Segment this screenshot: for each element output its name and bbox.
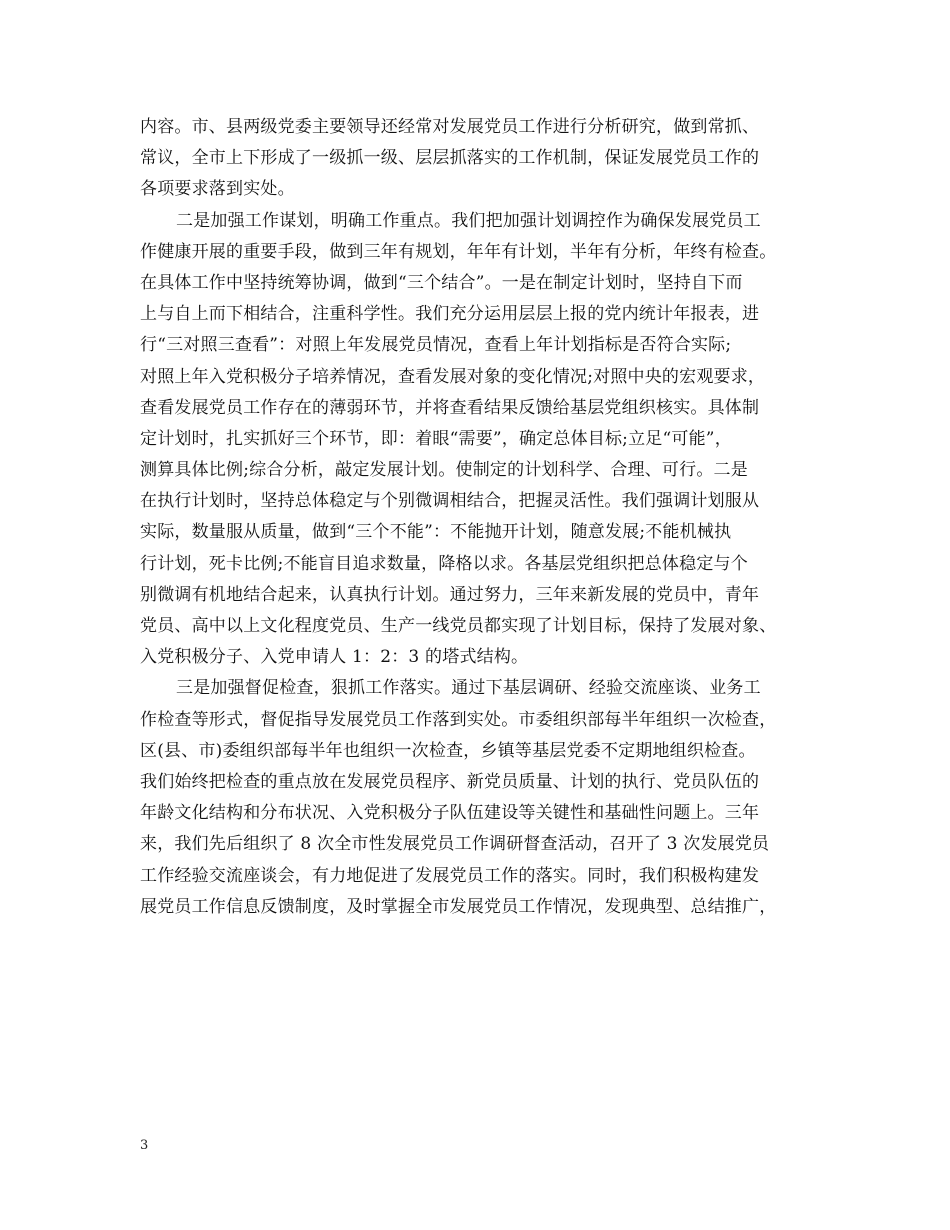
text-line: 年龄文化结构和分布状况、入党积极分子队伍建设等关键性和基础性问题上。三年	[140, 803, 760, 824]
text-line: 在具体工作中坚持统筹协调，做到“三个结合”。一是在制定计划时，坚持自下而	[140, 272, 743, 293]
text-line: 上与自上而下相结合，注重科学性。我们充分运用层层上报的党内统计年报表，进	[140, 304, 760, 325]
text-line: 定计划时，扎实抓好三个环节，即：着眼“需要”，确定总体目标;立足“可能”，	[140, 428, 732, 449]
text-line: 区(县、市)委组织部每半年也组织一次检查，乡镇等基层党委不定期地组织检查。	[140, 740, 756, 761]
text-line: 二是加强工作谋划，明确工作重点。我们把加强计划调控作为确保发展党员工	[176, 210, 761, 231]
text-line: 在执行计划时，坚持总体稳定与个别微调相结合，把握灵活性。我们强调计划服从	[140, 491, 760, 512]
text-line: 入党积极分子、入党申请人 1：2：3 的塔式结构。	[140, 647, 529, 668]
body-text	[140, 112, 820, 923]
text-line: 作检查等形式，督促指导发展党员工作落到实处。市委组织部每半年组织一次检查，	[140, 709, 777, 730]
text-line: 查看发展党员工作存在的薄弱环节，并将查看结果反馈给基层党组织核实。具体制	[140, 397, 760, 418]
text-line: 常议，全市上下形成了一级抓一级、层层抓落实的工作机制，保证发展党员工作的	[140, 148, 760, 169]
text-line: 测算具体比例;综合分析，敲定发展计划。使制定的计划科学、合理、可行。二是	[140, 460, 748, 481]
text-line: 行计划，死卡比例;不能盲目追求数量，降格以求。各基层党组织把总体稳定与个	[140, 553, 748, 574]
text-line: 工作经验交流座谈会，有力地促进了发展党员工作的落实。同时，我们积极构建发	[140, 865, 760, 886]
text-line: 对照上年入党积极分子培养情况，查看发展对象的变化情况;对照中央的宏观要求，	[140, 366, 766, 387]
text-line: 作健康开展的重要手段，做到三年有规划，年年有计划，半年有分析，年终有检查。	[140, 241, 777, 262]
text-line: 内容。市、县两级党委主要领导还经常对发展党员工作进行分析研究，做到常抓、	[140, 117, 760, 137]
page-number: 3	[140, 1138, 149, 1153]
text-line: 行“三对照三查看”：对照上年发展党员情况，查看上年计划指标是否符合实际;	[140, 335, 732, 356]
text-line: 实际，数量服从质量，做到“三个不能”：不能抛开计划，随意发展;不能机械执	[140, 522, 732, 543]
text-line: 展党员工作信息反馈制度，及时掌握全市发展党员工作情况，发现典型、总结推广，	[140, 896, 777, 917]
text-line: 各项要求落到实处。	[140, 179, 295, 200]
text-line: 别微调有机地结合起来，认真执行计划。通过努力，三年来新发展的党员中，青年	[140, 584, 760, 605]
text-line: 三是加强督促检查，狠抓工作落实。通过下基层调研、经验交流座谈、业务工	[176, 678, 761, 699]
text-line: 来，我们先后组织了 8 次全市性发展党员工作调研督查活动，召开了 3 次发展党员	[140, 834, 770, 855]
text-line: 党员、高中以上文化程度党员、生产一线党员都实现了计划目标，保持了发展对象、	[140, 616, 777, 636]
text-line: 我们始终把检查的重点放在发展党员程序、新党员质量、计划的执行、党员队伍的	[140, 771, 760, 792]
